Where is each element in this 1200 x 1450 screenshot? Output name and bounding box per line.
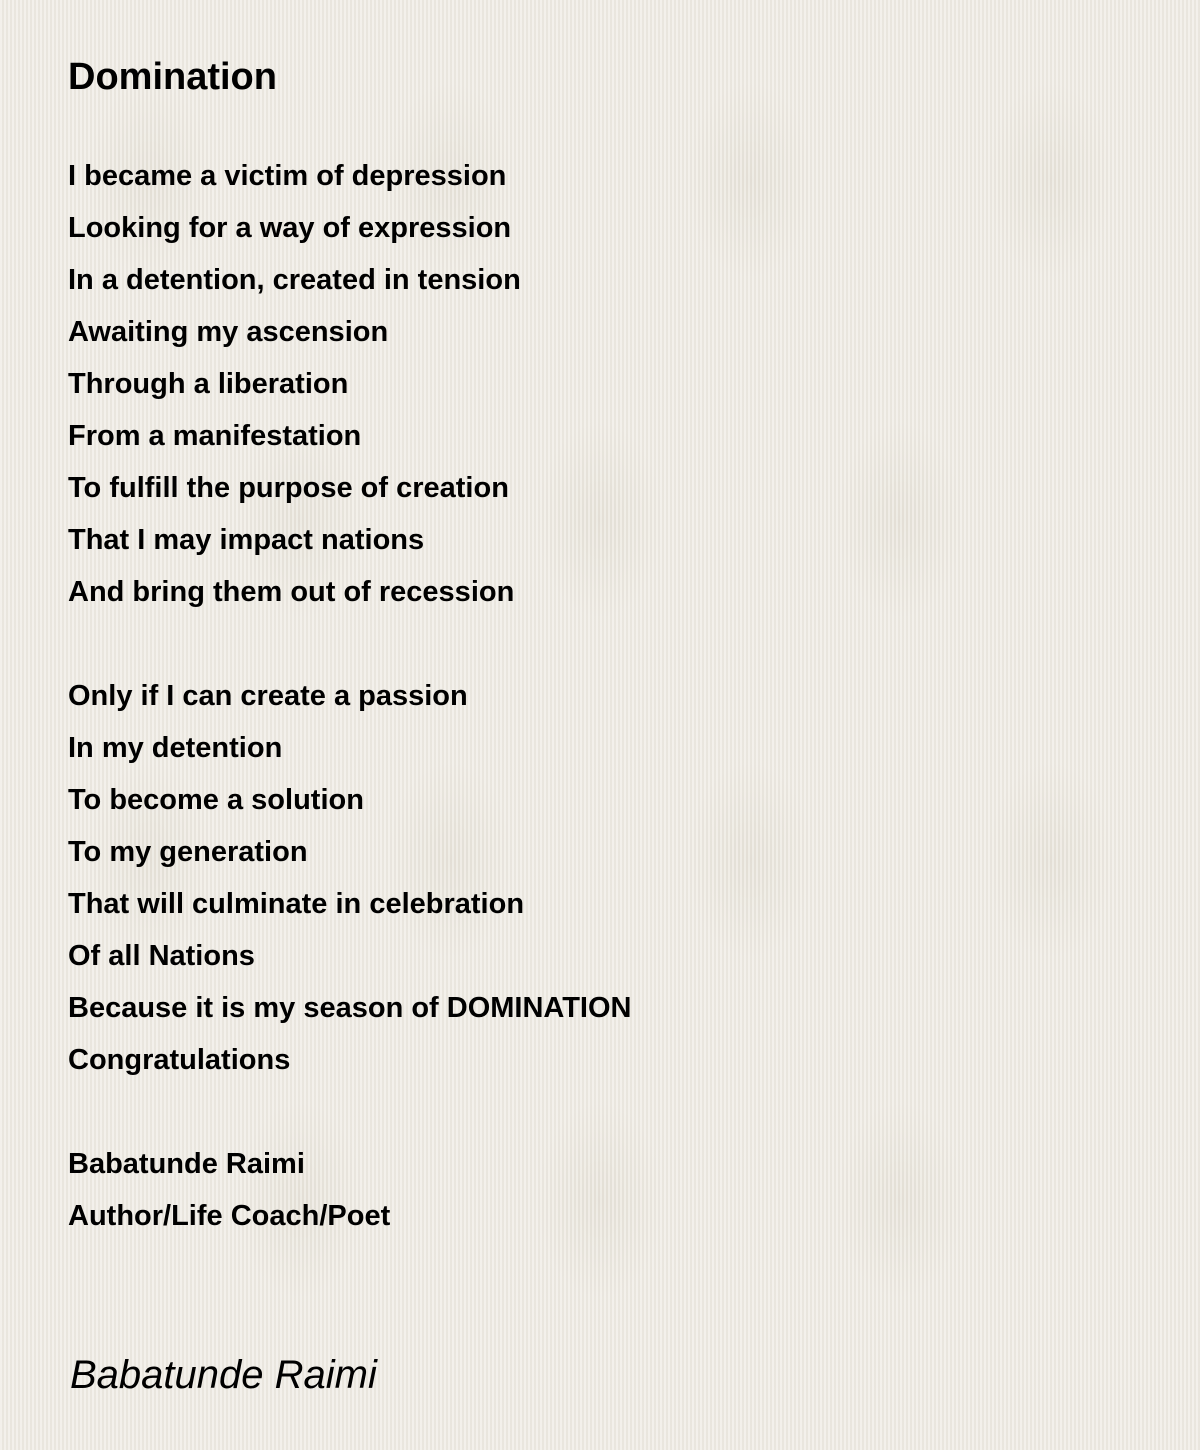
poem-line: That I may impact nations xyxy=(68,524,425,556)
poem-line: In my detention xyxy=(68,732,283,764)
poem-line: I became a victim of depression xyxy=(68,160,507,192)
poem-line: Babatunde Raimi xyxy=(68,1148,305,1180)
poem-line: And bring them out of recession xyxy=(68,576,515,608)
poem-line: Because it is my season of DOMINATION xyxy=(68,992,632,1024)
poem-title: Domination xyxy=(68,56,277,98)
stanza-1 xyxy=(68,150,632,618)
poem-line: To my generation xyxy=(68,836,308,868)
poem-line: Congratulations xyxy=(68,1044,291,1076)
poem-line: To become a solution xyxy=(68,784,364,816)
poem-line: In a detention, created in tension xyxy=(68,264,521,296)
poem-line: Through a liberation xyxy=(68,368,349,400)
stanza-2 xyxy=(68,670,632,1086)
stanza-3-signature xyxy=(68,1138,632,1242)
poem-line: Awaiting my ascension xyxy=(68,316,389,348)
author-name: Babatunde Raimi xyxy=(70,1353,377,1397)
poem-line: Of all Nations xyxy=(68,940,255,972)
poem-line: Looking for a way of expression xyxy=(68,212,512,244)
poem-line: From a manifestation xyxy=(68,420,362,452)
poem-line: That will culminate in celebration xyxy=(68,888,525,920)
poem-line: Only if I can create a passion xyxy=(68,680,468,712)
poem-line: Author/Life Coach/Poet xyxy=(68,1200,391,1232)
poem-body xyxy=(68,150,632,1294)
poem-line: To fulfill the purpose of creation xyxy=(68,472,509,504)
